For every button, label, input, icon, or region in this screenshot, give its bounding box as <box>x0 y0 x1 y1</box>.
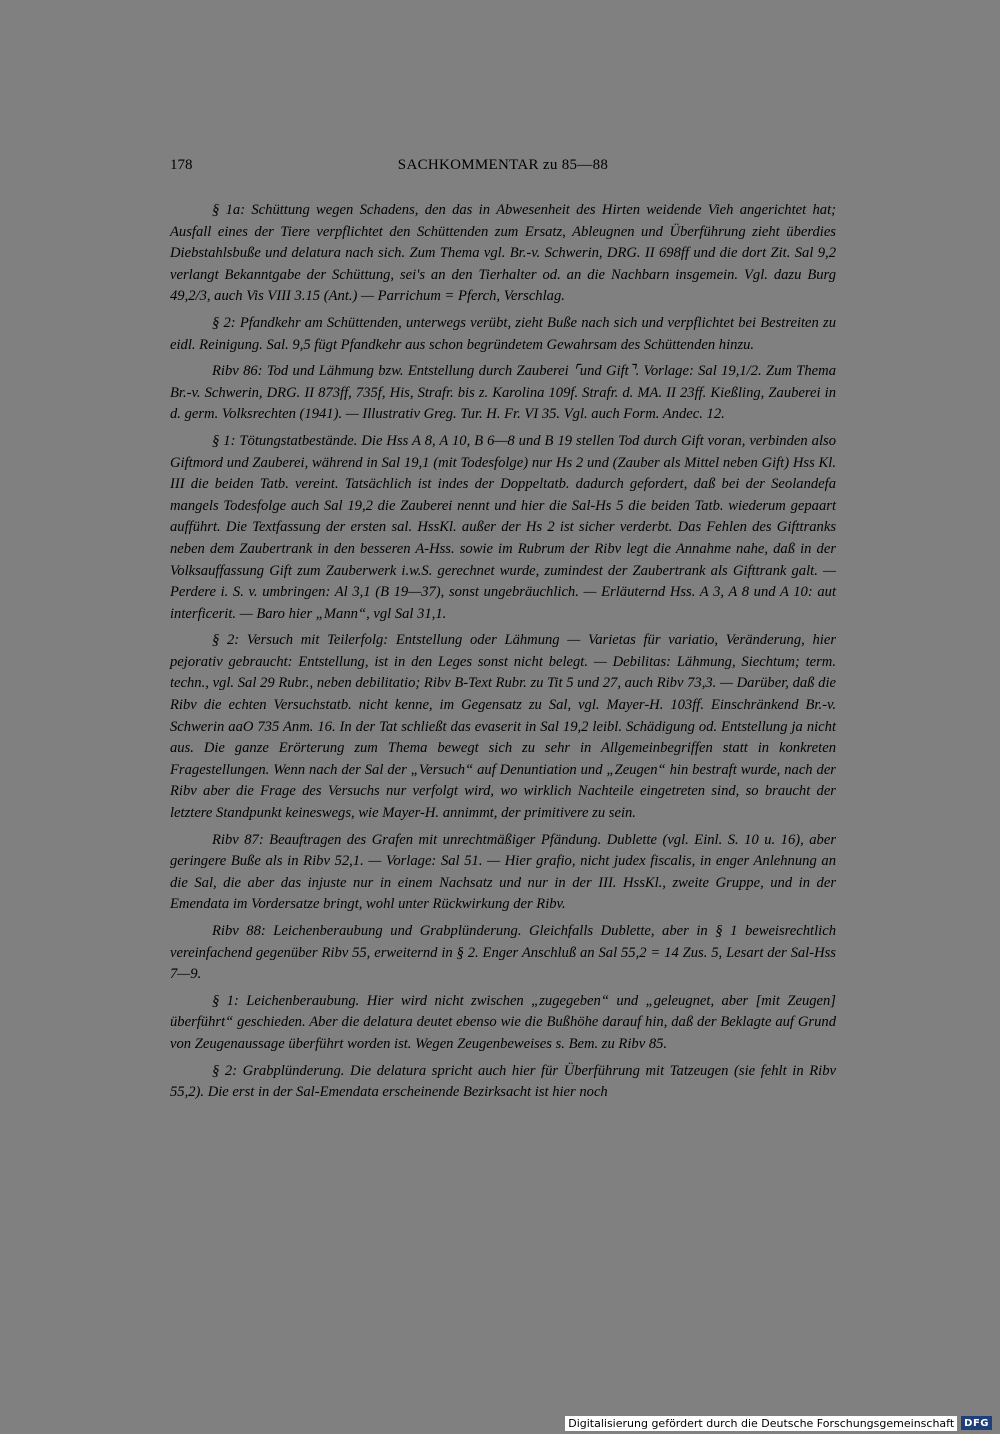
paragraph-1a-schuettung: § 1a: Schüttung wegen Schadens, den das in Abwesenheit des Hirten weidende Vieh angerichtet hat; Ausfall eines der Tiere verpflichtet den Schüttenden zum Ersatz, Ableugnen und Überführung zieht überdies Diebstahlsbuße und delatura nach sich. Zum Thema vgl. Br.-v. Schwerin, DRG. II 698ff und die dort Zit. Sal 9,2 verlangt Bekanntgabe der Schüttung, sei's an den Tierhalter od. an die Nachbarn insgemein. Vgl. dazu Burg 49,2/3, auch Vis VIII 3.15 (Ant.) — Parrichum = Pferch, Verschlag. <box>170 202 836 305</box>
funding-notice: Digitalisierung gefördert durch die Deutsche Forschungsgemeinschaft <box>565 1416 957 1431</box>
running-head: SACHKOMMENTAR zu 85—88 <box>397 157 609 173</box>
paragraph-2-versuch: § 2: Versuch mit Teilerfolg: Entstellung oder Lähmung — Varietas für variatio, Veränderung, hier pejorativ gebraucht: Entstellung, ist in den Leges sonst nicht belegt. — Debilitas: Lähmung, Siechtum; term. techn., vgl. Sal 29 Rubr., neben debilitatio; Ribv B-Text Rubr. zu Tit 5 und 27, auch Ribv 73,3. — Darüber, daß die Ribv die echten Versuchstatb. nicht kenne, im Gegensatz zu Sal, vgl. Mayer-H. 103ff. Einschränkend Br.-v. Schwerin aaO 735 Anm. 16. In der Tat schließt das evaserit in Sal 19,2 leibl. Schädigung od. Entstellung ja nicht aus. Die ganze Erörterung zum Thema bewegt sich zu sehr in Allgemeinbegriffen statt in konkreten Fragestellungen. Wenn nach der Sal der „Versuch“ auf Denuntiation und „Zeugen“ hin bestraft wurde, nach der Ribv aber die Frage des Versuchs nur verfolgt wird, wo wirklich Nachteile eingetreten sind, so braucht der letztere Standpunkt keineswegs, wie Mayer-H. annimmt, der primitivere zu sein. <box>170 632 836 822</box>
paragraph-ribv-88: Ribv 88: Leichenberaubung und Grabplünderung. Gleichfalls Dublette, aber in § 1 beweisrechtlich vereinfachend gegenüber Ribv 55, erweiternd in § 2. Enger Anschluß an Sal 55,2 = 14 Zus. 5, Lesart der Sal-Hss 7—9. <box>170 923 836 983</box>
paragraph-1-toetungstatbestaende: § 1: Tötungstatbestände. Die Hss A 8, A 10, B 6—8 und B 19 stellen Tod durch Gift voran, verbinden also Giftmord und Zauberei, während in Sal 19,1 (mit Todesfolge) nur Hs 2 und (Zauber als Mittel neben Gift) Hss Kl. III die beiden Tatb. vereint. Tatsächlich ist indes der Doppeltatb. dadurch gefordert, daß bei der Seolandefa mangels Todesfolge auch Sal 19,2 die Zauberei nennt und hier die Sal-Hs 5 die beiden Tatb. wiederum gepaart aufführt. Die Textfassung der ersten sal. HssKl. außer der Hs 2 ist sicher verderbt. Das Fehlen des Gifttranks neben dem Zaubertrank in den besseren A-Hss. sowie im Rubrum der Ribv legt die Annahme nahe, daß in der Volksauffassung Gift zum Zauberwerk i.w.S. gerechnet wurde, zumindest der Zaubertrank als Gifttrank galt. — Perdere i. S. v. umbringen: Al 3,1 (B 19—37), sonst ungebräuchlich. — Erläuternd Hss. A 3, A 8 und A 10: aut interficerit. — Baro hier „Mann“, vgl Sal 31,1. <box>170 432 836 622</box>
paragraph-2-grabpluenderung: § 2: Grabplünderung. Die delatura spricht auch hier für Überführung mit Tatzeugen (sie fehlt in Ribv 55,2). Die erst in der Sal-Emendata erscheinende Bezirksacht ist hier noch <box>170 1062 836 1101</box>
commentary-text <box>170 200 836 1109</box>
paragraph-2-pfandkehr: § 2: Pfandkehr am Schüttenden, unterwegs verübt, zieht Buße nach sich und verpflichtet bei Bestreiten zu eidl. Reinigung. Sal. 9,5 fügt Pfandkehr aus schon begründetem Gewahrsam des Schüttenden hinzu. <box>170 314 836 353</box>
paragraph-1-leichenberaubung: § 1: Leichenberaubung. Hier wird nicht zwischen „zugegeben“ und „geleugnet, aber [mit Zeugen] überführt“ geschieden. Aber die delatura deutet ebenso wie die Bußhöhe darauf hin, daß der Beklagte auf Grund von Zeugenaussage überführt worden ist. Wegen Zeugenbeweises s. Bem. zu Ribv 85. <box>170 992 836 1052</box>
page-header <box>170 157 836 179</box>
page-number: 178 <box>170 157 193 173</box>
dfg-logo-icon: DFG <box>961 1416 992 1430</box>
paragraph-ribv-86: Ribv 86: Tod und Lähmung bzw. Entstellung durch Zauberei ⌜und Gift⌝. Vorlage: Sal 19,1/2. Zum Thema Br.-v. Schwerin, DRG. II 873ff, 735f, His, Strafr. bis z. Karolina 109f. Strafr. d. MA. II 23ff. Kießling, Zauberei in d. germ. Volksrechten (1941). — Illustrativ Greg. Tur. H. Fr. VI 35. Vgl. auch Form. Andec. 12. <box>170 363 836 423</box>
digitization-footer <box>565 1412 992 1434</box>
paragraph-ribv-87: Ribv 87: Beauftragen des Grafen mit unrechtmäßiger Pfändung. Dublette (vgl. Einl. S. 10 u. 16), aber geringere Buße als in Ribv 52,1. — Vorlage: Sal 51. — Hier grafio, nicht judex fiscalis, in enger Anlehnung an die Sal, die aber das injuste nur in einem Nachsatz und nur in der III. HssKl., zweite Gruppe, und in der Emendata im Vordersatze bringt, wohl unter Rückwirkung der Ribv. <box>170 831 836 913</box>
